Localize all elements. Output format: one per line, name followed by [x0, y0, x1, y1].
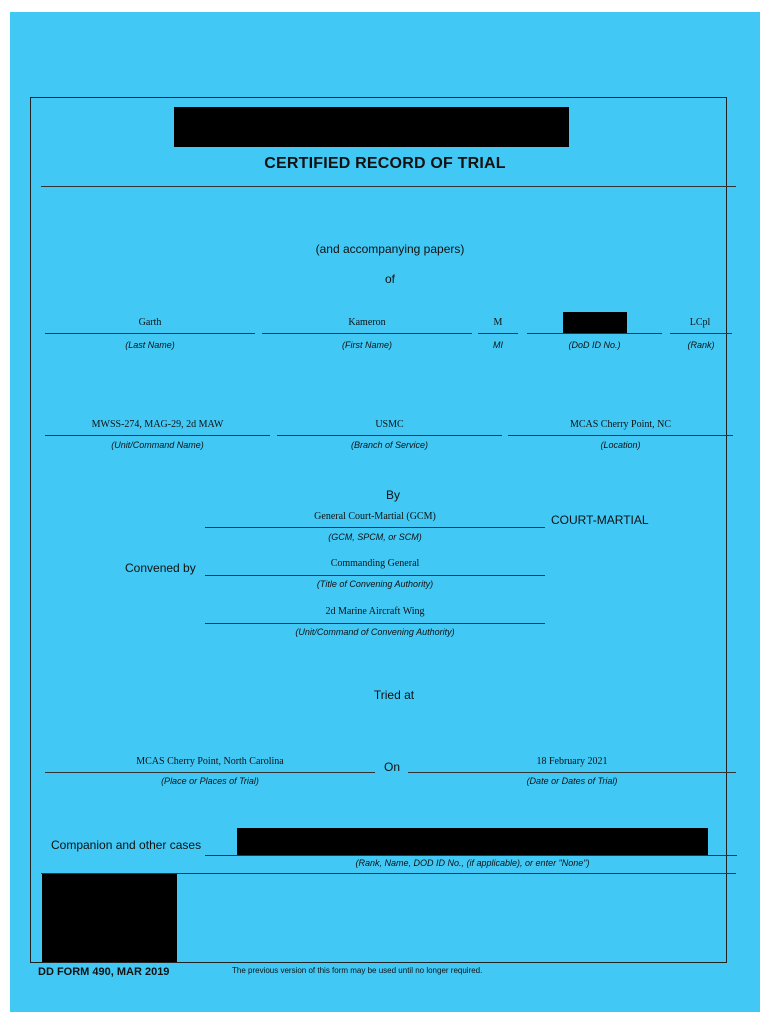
dod-id-caption: (DoD ID No.): [568, 340, 621, 350]
by-label: By: [385, 488, 400, 502]
unit-name-line: [45, 435, 270, 436]
trial-date-value: 18 February 2021: [536, 756, 608, 767]
tried-at-label: Tried at: [373, 688, 415, 702]
unit-name-value: MWSS-274, MAG-29, 2d MAW: [91, 419, 224, 430]
court-type-caption: (GCM, SPCM, or SCM): [328, 532, 422, 542]
of-label: of: [384, 272, 395, 286]
companion-caption: (Rank, Name, DOD ID No., (if applicable), or enter "None"): [355, 858, 590, 868]
form-version-note: The previous version of this form may be used until no longer required.: [232, 966, 483, 975]
court-martial-label: COURT-MARTIAL: [551, 513, 649, 527]
last-name-line: [45, 333, 255, 334]
trial-place-line: [45, 772, 375, 773]
trial-place-caption: (Place or Places of Trial): [161, 776, 259, 786]
branch-caption: (Branch of Service): [350, 440, 429, 450]
location-line: [508, 435, 733, 436]
form-number: DD FORM 490, MAR 2019: [38, 966, 170, 978]
trial-date-caption: (Date or Dates of Trial): [526, 776, 618, 786]
redaction-companion: [237, 828, 708, 855]
rank-line: [670, 333, 732, 334]
convening-authority-caption: (Title of Convening Authority): [316, 579, 434, 589]
court-type-line: [205, 527, 545, 528]
trial-date-line: [408, 772, 736, 773]
dod-id-line: [527, 333, 662, 334]
branch-line: [277, 435, 502, 436]
branch-value: USMC: [375, 419, 404, 430]
convening-authority-value: Commanding General: [330, 558, 420, 569]
rank-caption: (Rank): [687, 340, 715, 350]
convened-by-label: Convened by: [125, 561, 196, 575]
trial-place-value: MCAS Cherry Point, North Carolina: [136, 756, 284, 767]
first-name-line: [262, 333, 472, 334]
subtitle: (and accompanying papers): [315, 242, 465, 256]
first-name-caption: (First Name): [342, 340, 392, 350]
mi-caption: MI: [493, 340, 503, 350]
last-name-caption: (Last Name): [125, 340, 175, 350]
unit-name-caption: (Unit/Command Name): [111, 440, 204, 450]
location-caption: (Location): [600, 440, 641, 450]
companion-label: Companion and other cases: [51, 838, 202, 852]
convening-authority-line: [205, 575, 545, 576]
form-title: CERTIFIED RECORD OF TRIAL: [264, 155, 506, 172]
convening-unit-line: [205, 623, 545, 624]
redaction-dod-id: [563, 312, 627, 333]
convening-unit-caption: (Unit/Command of Convening Authority): [295, 627, 455, 637]
redaction-stamp: [42, 874, 177, 962]
convening-unit-value: 2d Marine Aircraft Wing: [325, 606, 425, 617]
rank-value: LCpl: [689, 317, 711, 328]
on-label: On: [384, 760, 401, 774]
last-name-value: Garth: [138, 317, 162, 328]
mi-line: [478, 333, 518, 334]
first-name-value: Kameron: [348, 317, 386, 328]
location-value: MCAS Cherry Point, NC: [569, 419, 672, 430]
court-type-value: General Court-Martial (GCM): [314, 511, 436, 522]
mi-value: M: [493, 317, 503, 328]
companion-line: [205, 855, 737, 856]
title-divider: [41, 186, 736, 187]
